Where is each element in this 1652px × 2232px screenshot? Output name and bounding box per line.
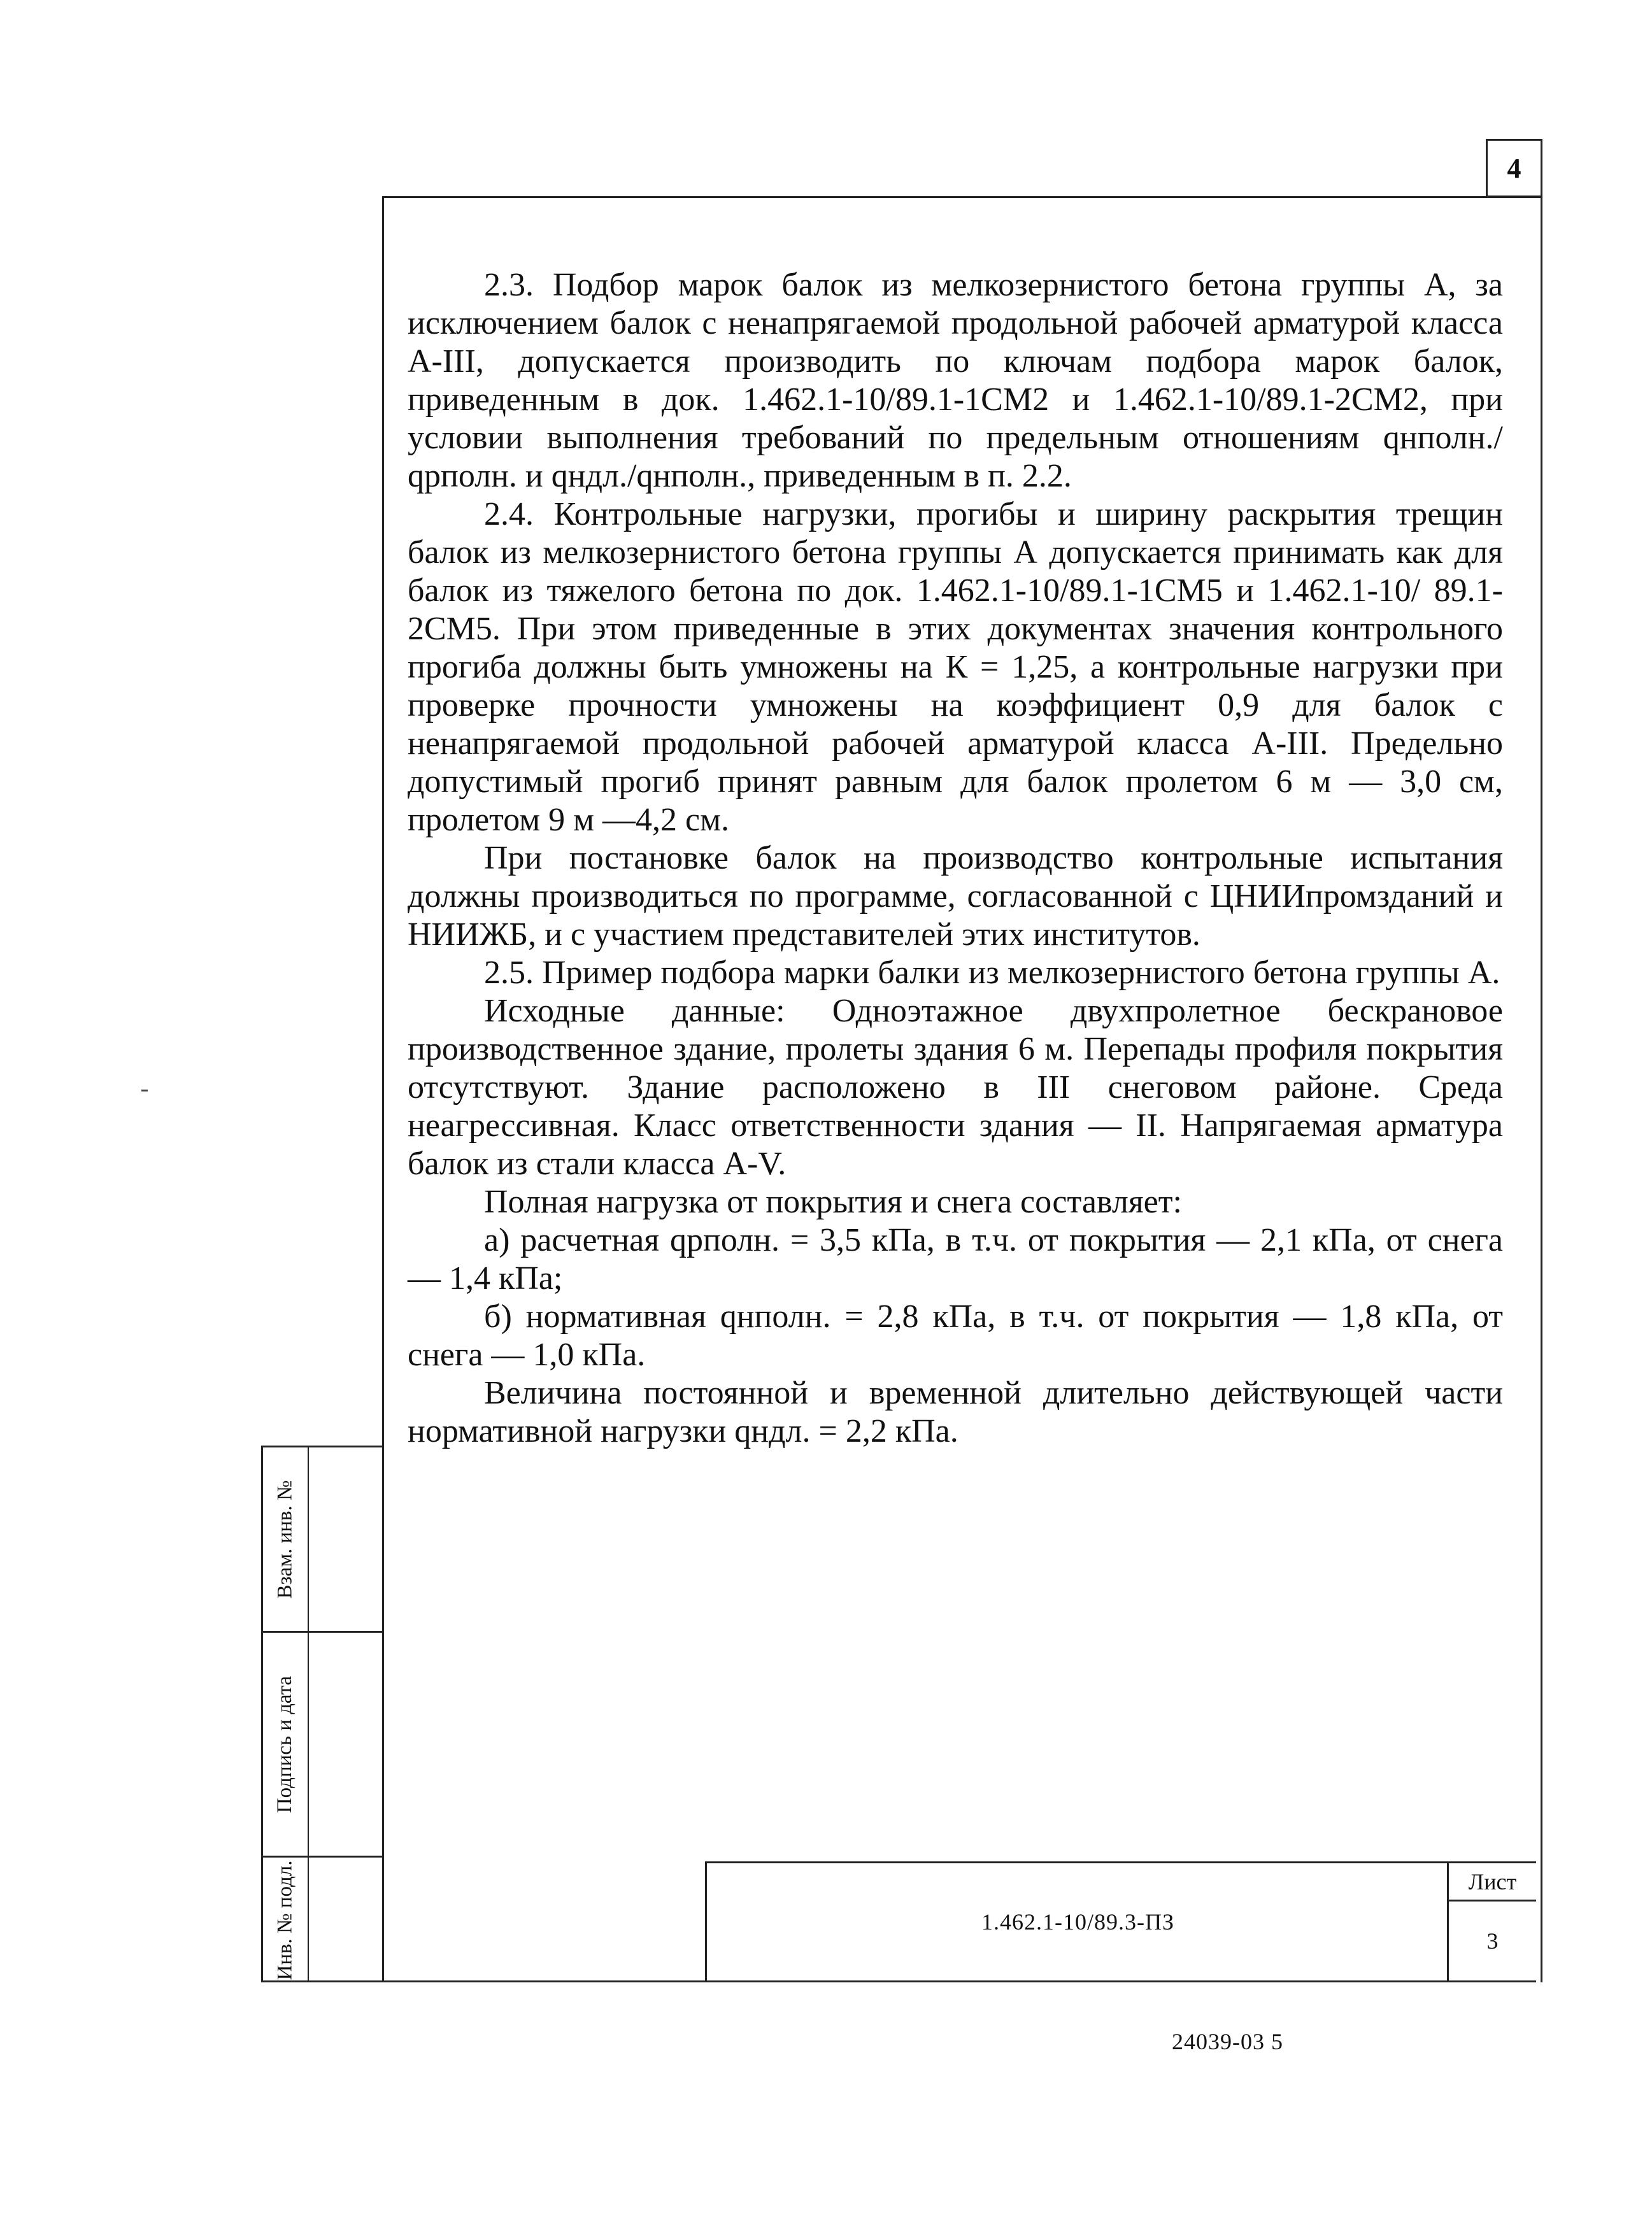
paragraph-normative-load: б) нормативная qнполн. = 2,8 кПа, в т.ч. от покрытия — 1,8 кПа, от снега — 1,0 кПа. bbox=[408, 1298, 1503, 1373]
archive-code: 24039-03 5 bbox=[1172, 2029, 1283, 2054]
sheet-number: 3 bbox=[1486, 1928, 1499, 1954]
sheet-column bbox=[1447, 1863, 1536, 1980]
page-number-box: 4 bbox=[1486, 139, 1542, 197]
paragraph-full-load: Полная нагрузка от покрытия и снега составляет: bbox=[484, 1184, 1182, 1220]
side-stamp-cell-replacement bbox=[263, 1447, 308, 1631]
sheet-label: Лист bbox=[1449, 1863, 1536, 1901]
signature-date-label: Подпись и дата bbox=[273, 1675, 297, 1813]
scan-mark bbox=[141, 1090, 148, 1091]
side-stamp-column-divider bbox=[308, 1447, 309, 1980]
paragraph-2-4: 2.4. Контрольные нагрузки, прогибы и ширину раскрытия трещин балок из мелкозернистого бетона группы А допускается принимать как для балок из тяжелого бетона по док. 1.462.1-10/89.1-1СМ5 и 1.462.1-10/ 89.1-2СМ5. При этом приведенные в этих документах значения контрольного прогиба должны быть умножены на К = 1,25, а контрольные нагрузки при проверке прочности умножены на коэффициент 0,9 для балок с ненапрягаемой продольной рабочей арматурой класса А-III. Предельно допустимый прогиб принят равным для балок пролетом 6 м — 3,0 см, пролетом 9 м —4,2 см. bbox=[408, 496, 1503, 838]
paragraph-initial-data: Исходные данные: Одноэтажное двухпролетное бескрановое производственное здание, пролеты здания 6 м. Перепады профиля покрытия отсутствуют. Здание расположено в III снеговом районе. Среда неагрессивная. Класс ответственности здания — II. Напрягаемая арматура балок из стали класса А-V. bbox=[408, 993, 1503, 1182]
paragraph-design-load: а) расчетная qрполн. = 3,5 кПа, в т.ч. от покрытия — 2,1 кПа, от снега — 1,4 кПа; bbox=[408, 1222, 1503, 1297]
paragraph-2-5: 2.5. Пример подбора марки балки из мелкозернистого бетона группы А. bbox=[484, 955, 1500, 991]
frame-bottom-line bbox=[261, 1980, 1536, 1982]
paragraph-long-term-load: Величина постоянной и временной длительно действующей части нормативной нагрузки qндл. = 2,2 кПа. bbox=[408, 1375, 1503, 1449]
original-inv-label: Инв. № подл. bbox=[273, 1859, 297, 1980]
document-body bbox=[408, 266, 1503, 1451]
paragraph-testing: При постановке балок на производство контрольные испытания должны производиться по программе, согласованной с ЦНИИпромзданий и НИИЖБ, и с участием представителей этих институтов. bbox=[408, 840, 1503, 953]
side-stamp-cell-signature bbox=[263, 1633, 308, 1856]
title-block bbox=[705, 1861, 1536, 1980]
side-stamp-table bbox=[261, 1446, 384, 1982]
document-code: 1.462.1-10/89.3-ПЗ bbox=[981, 1909, 1174, 1935]
side-stamp-cell-original bbox=[263, 1858, 308, 1982]
paragraph-2-3: 2.3. Подбор марок балок из мелкозернистого бетона группы А, за исключением балок с ненапрягаемой продольной рабочей арматурой класса А-III, допускается производить по ключам подбора марок балок, приведенным в док. 1.462.1-10/89.1-1СМ2 и 1.462.1-10/89.1-2СМ2, при условии выполнения требований по предельным отношениям qнполн./ qрполн. и qндл./qнполн., приведенным в п. 2.2. bbox=[408, 267, 1503, 494]
replacement-inv-label: Взам. инв. № bbox=[273, 1480, 297, 1598]
